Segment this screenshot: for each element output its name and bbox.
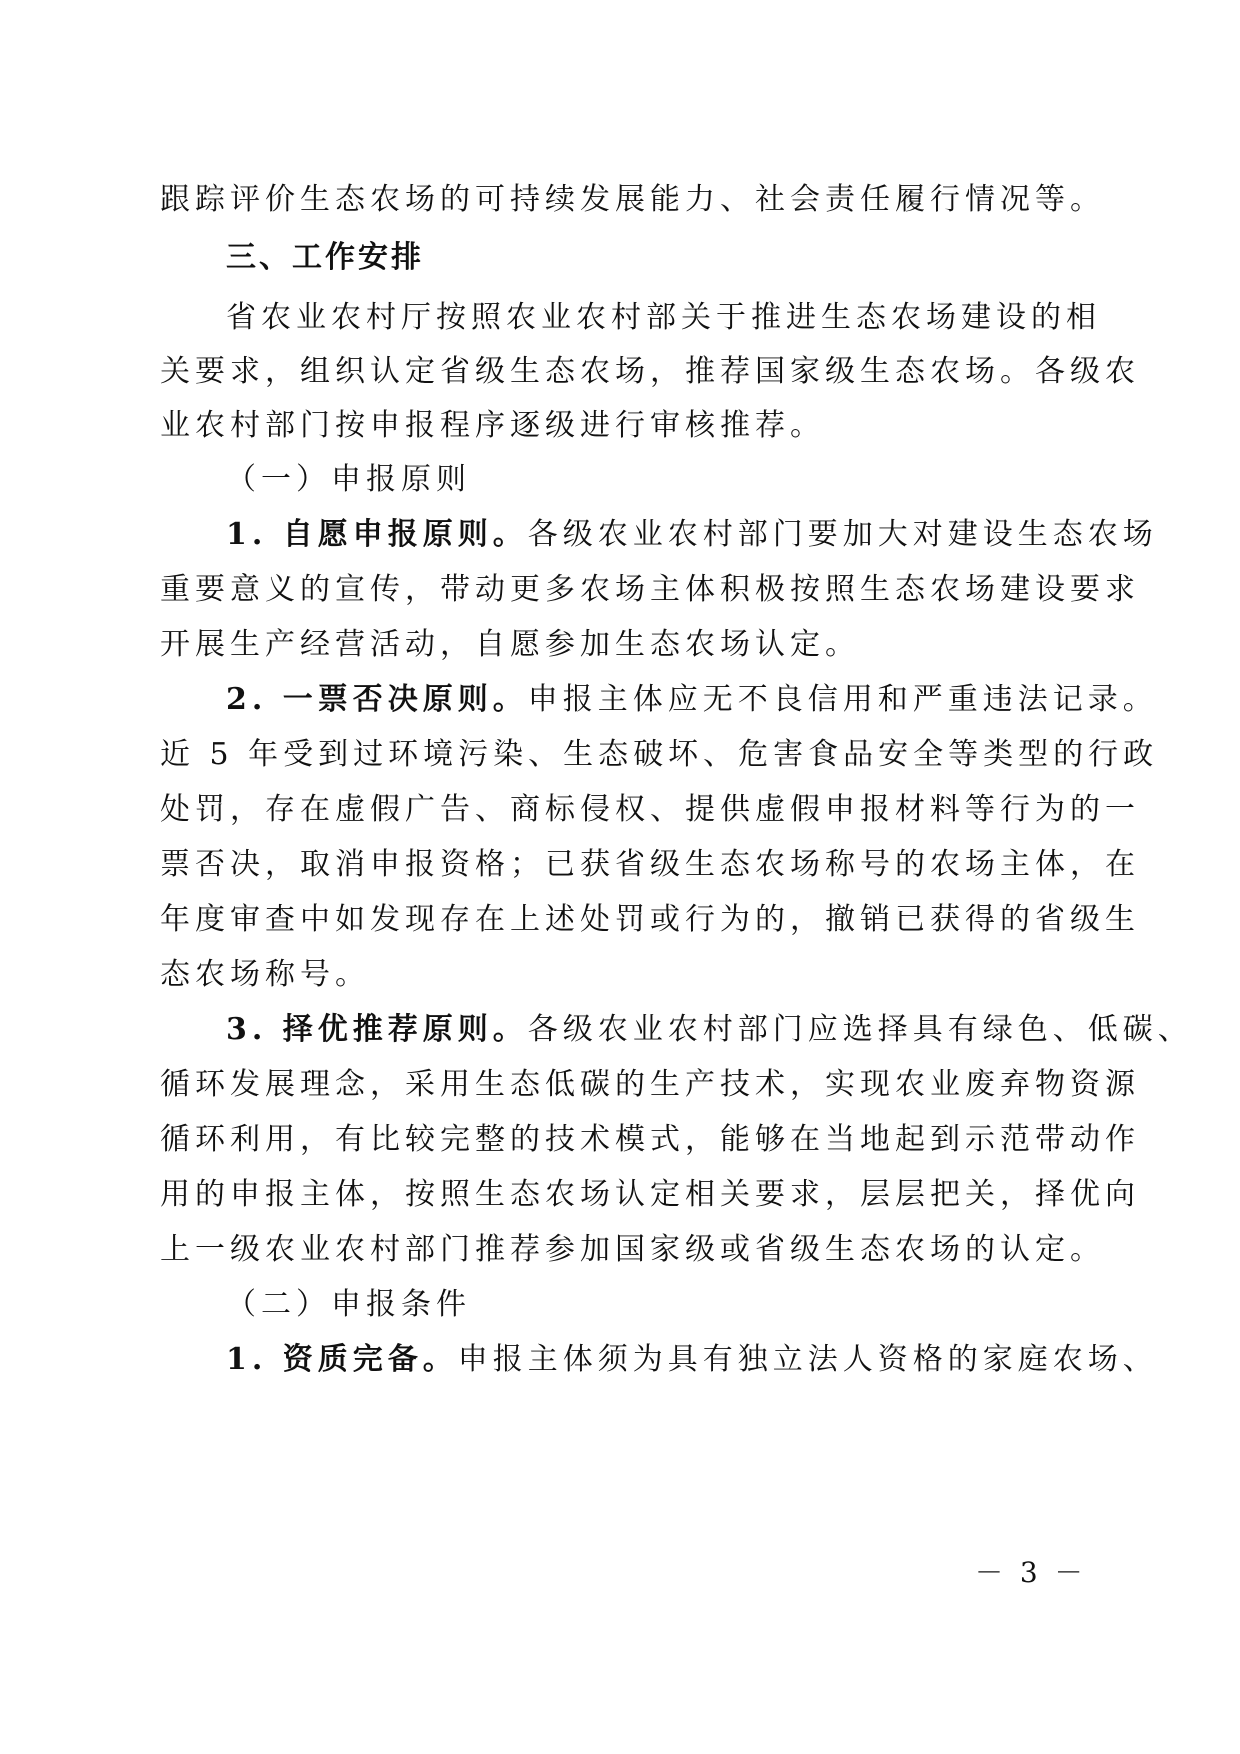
paragraph-line bbox=[226, 515, 1158, 555]
paragraph-text: 申报主体应无不良信用和严重违法记录。 bbox=[527, 682, 1158, 717]
paragraph-line: 近 5 年受到过环境污染、生态破坏、危害食品安全等类型的行政 bbox=[160, 737, 1159, 772]
paragraph-text: 各级农业农村部门要加大对建设生态农场 bbox=[527, 517, 1158, 552]
paragraph-line: 票否决，取消申报资格；已获省级生态农场称号的农场主体，在 bbox=[160, 847, 1140, 882]
paragraph-line: 上一级农业农村部门推荐参加国家级或省级生态农场的认定。 bbox=[160, 1232, 1105, 1267]
subheading: （一）申报原则 bbox=[226, 462, 471, 497]
paragraph-line: 业农村部门按申报程序逐级进行审核推荐。 bbox=[160, 408, 825, 443]
paragraph-line: 跟踪评价生态农场的可持续发展能力、社会责任履行情况等。 bbox=[160, 182, 1105, 217]
paragraph-line: 重要意义的宣传，带动更多农场主体积极按照生态农场建设要求 bbox=[160, 572, 1140, 607]
section-heading: 三、工作安排 bbox=[226, 240, 424, 275]
paragraph-line bbox=[226, 1340, 1158, 1380]
paragraph-line bbox=[226, 1010, 1193, 1050]
paragraph-line: 循环发展理念，采用生态低碳的生产技术，实现农业废弃物资源 bbox=[160, 1067, 1140, 1102]
bold-lead: 3. 择优推荐原则。 bbox=[226, 1012, 528, 1047]
paragraph-line: 省农业农村厅按照农业农村部关于推进生态农场建设的相 bbox=[226, 300, 1101, 335]
subheading: （二）申报条件 bbox=[226, 1287, 471, 1322]
paragraph-line bbox=[226, 680, 1158, 720]
bold-lead: 1. 资质完备。 bbox=[226, 1342, 458, 1377]
paragraph-line: 循环利用，有比较完整的技术模式，能够在当地起到示范带动作 bbox=[160, 1122, 1140, 1157]
bold-lead: 2. 一票否决原则。 bbox=[226, 682, 528, 717]
bold-lead: 1. 自愿申报原则。 bbox=[226, 517, 528, 552]
paragraph-line: 年度审查中如发现存在上述处罚或行为的，撤销已获得的省级生 bbox=[160, 902, 1140, 937]
paragraph-text: 各级农业农村部门应选择具有绿色、低碳、 bbox=[527, 1012, 1193, 1047]
paragraph-line: 处罚，存在虚假广告、商标侵权、提供虚假申报材料等行为的一 bbox=[160, 792, 1140, 827]
paragraph-line: 关要求，组织认定省级生态农场，推荐国家级生态农场。各级农 bbox=[160, 354, 1140, 389]
paragraph-line: 态农场称号。 bbox=[160, 957, 370, 992]
page-number: － 3 － bbox=[975, 1556, 1087, 1589]
paragraph-text: 申报主体须为具有独立法人资格的家庭农场、 bbox=[457, 1342, 1158, 1377]
paragraph-line: 用的申报主体，按照生态农场认定相关要求，层层把关，择优向 bbox=[160, 1177, 1140, 1212]
paragraph-line: 开展生产经营活动，自愿参加生态农场认定。 bbox=[160, 627, 860, 662]
